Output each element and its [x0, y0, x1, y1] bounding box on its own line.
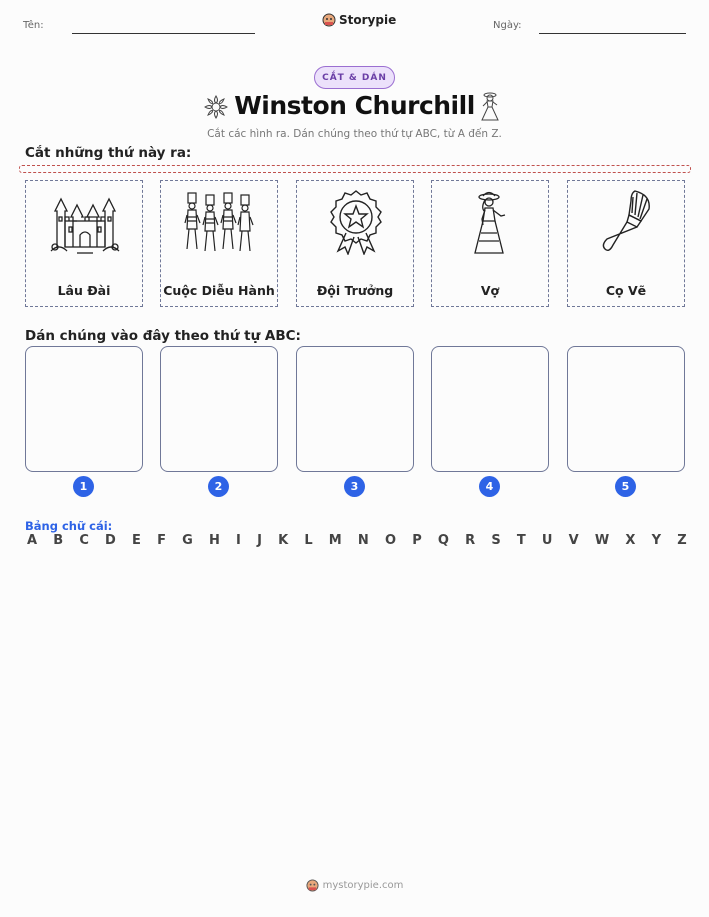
alphabet-letter: D — [105, 533, 116, 548]
card-label-castle: Lâu Đài — [57, 283, 111, 298]
name-label: Tên: — [23, 20, 44, 31]
cut-card-castle[interactable] — [25, 180, 143, 307]
castle-icon — [49, 189, 121, 255]
footer — [0, 879, 709, 892]
alphabet-letter: S — [491, 533, 501, 548]
cut-heading: Cắt những thứ này ra: — [25, 145, 192, 161]
cut-card-captain[interactable] — [296, 180, 414, 307]
alphabet-letter: J — [257, 533, 262, 548]
lady-doodle-icon — [478, 90, 502, 122]
alphabet-letter: G — [182, 533, 193, 548]
alphabet-letter: E — [132, 533, 141, 548]
paste-number-4: 4 — [479, 476, 500, 497]
paste-box-2[interactable] — [160, 346, 278, 472]
paste-number-2: 2 — [208, 476, 229, 497]
card-label-captain: Đội Trưởng — [316, 283, 394, 298]
date-label: Ngày: — [493, 20, 522, 31]
paste-box-1[interactable] — [25, 346, 143, 472]
alphabet-letter: X — [625, 533, 636, 548]
brand-name: Storypie — [339, 13, 397, 27]
storypie-mascot-icon — [322, 13, 336, 27]
alphabet-row — [27, 533, 687, 548]
alphabet-letter: F — [157, 533, 166, 548]
cut-card-wife[interactable] — [431, 180, 549, 307]
alphabet-letter: M — [328, 533, 342, 548]
cut-line — [19, 165, 691, 173]
brand-logo — [322, 13, 396, 27]
cut-card-paintbrush[interactable] — [567, 180, 685, 307]
paste-heading: Dán chúng vào đây theo thứ tự ABC: — [25, 328, 301, 344]
footer-url[interactable]: mystorypie.com — [322, 880, 404, 891]
card-label-paintbrush: Cọ Vẽ — [605, 283, 647, 298]
alphabet-letter: L — [304, 533, 313, 548]
alphabet-letter: W — [594, 533, 610, 548]
instructions: Cắt các hình ra. Dán chúng theo thứ tự ABC, từ A đến Z. — [207, 128, 502, 140]
wife-icon — [455, 189, 527, 255]
paintbrush-icon — [591, 189, 663, 255]
alphabet-letter: K — [278, 533, 289, 548]
alphabet-letter: U — [541, 533, 553, 548]
paste-number-1: 1 — [73, 476, 94, 497]
alphabet-letter: H — [208, 533, 220, 548]
paste-box-3[interactable] — [296, 346, 414, 472]
alphabet-letter: V — [568, 533, 579, 548]
alphabet-letter: T — [516, 533, 526, 548]
alphabet-letter: Z — [677, 533, 687, 548]
alphabet-letter: P — [412, 533, 422, 548]
card-label-wife: Vợ — [480, 283, 500, 298]
name-line — [72, 33, 255, 34]
alphabet-letter: A — [27, 533, 38, 548]
alphabet-letter: Y — [651, 533, 662, 548]
paste-number-5: 5 — [615, 476, 636, 497]
paste-box-4[interactable] — [431, 346, 549, 472]
alphabet-letter: R — [465, 533, 476, 548]
medal-icon — [320, 189, 392, 255]
alphabet-letter: N — [357, 533, 369, 548]
alphabet-letter: Q — [437, 533, 449, 548]
date-line — [539, 33, 686, 34]
alphabet-letter: I — [236, 533, 241, 548]
card-label-parade: Cuộc Diễu Hành — [163, 283, 275, 298]
cut-card-parade[interactable] — [160, 180, 278, 307]
parade-icon — [183, 189, 255, 255]
storypie-mascot-icon — [306, 879, 319, 892]
activity-badge: CẮT & DÁN — [314, 66, 395, 89]
alphabet-letter: O — [384, 533, 397, 548]
paste-box-5[interactable] — [567, 346, 685, 472]
alphabet-letter: B — [53, 533, 64, 548]
alphabet-letter: C — [79, 533, 89, 548]
alphabet-title: Bảng chữ cái: — [25, 519, 113, 533]
paste-number-3: 3 — [344, 476, 365, 497]
page-title: Winston Churchill — [234, 91, 475, 120]
